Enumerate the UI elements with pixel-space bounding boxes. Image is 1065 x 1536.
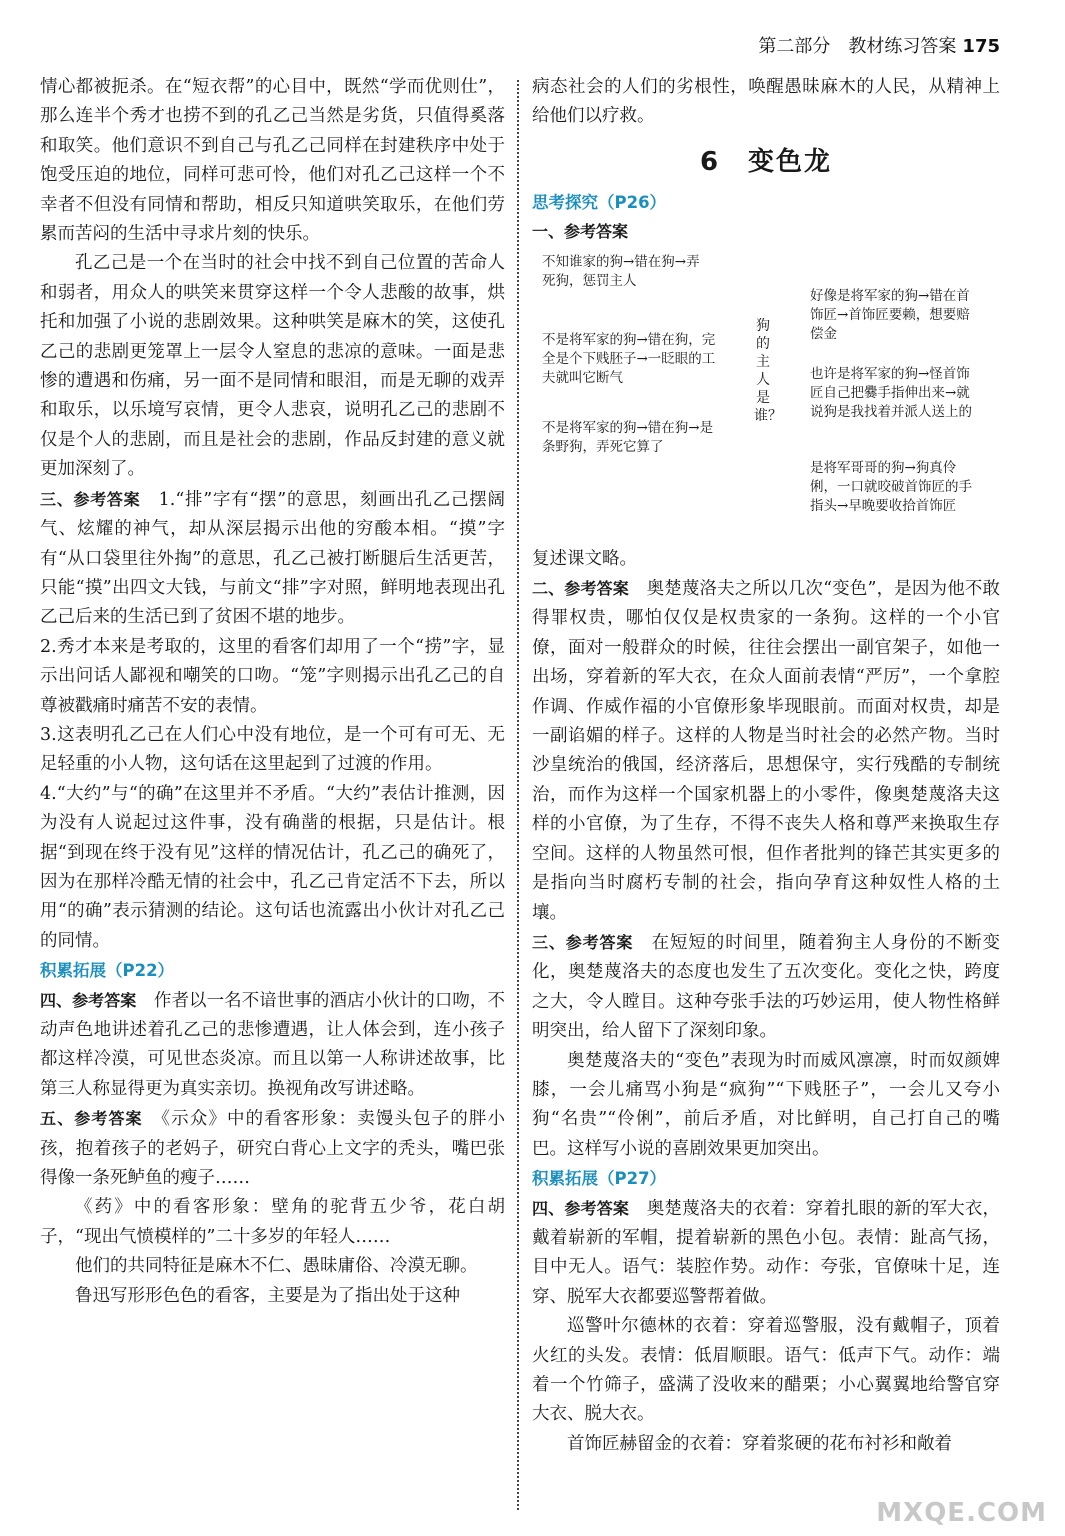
column-divider — [517, 80, 519, 1510]
header-title: 第二部分 教材练习答案 — [758, 36, 957, 57]
answer-label: 四、参考答案 — [40, 990, 137, 1010]
answer-5 — [40, 1104, 505, 1193]
diagram-left-1: 不知谁家的狗→错在狗→弄死狗，惩罚主人 — [542, 253, 700, 289]
paragraph: 他们的共同特征是麻木不仁、愚昧庸俗、冷漠无聊。 — [75, 1256, 478, 1277]
answer-label: 二、参考答案 — [532, 579, 629, 599]
answer-text: 奥楚蔑洛夫之所以几次“变色”，是因为他不敢得罪权贵，哪怕仅仅是权贵家的一条狗。这样的一个小官僚，面对一般群众的时候，往往会摆出一副官架子，如他一出场，穿着新的军大衣，在众人面前表情“严厉”，一个拿腔作调、作威作福的小官僚形象毕现眼前。而面对权贵，却是一副谄媚的样子。这样的人物是当时社会的必然产物。当时沙皇统治的俄国，经济落后，思想保守，实行残酷的专制统治，而作为这样一个国家机器上的小零件，像奥楚蔑洛夫这样的小官僚，为了生存，不得不丧失人格和尊严来换取生存空间。这样的人物虽然可恨，但作者批判的锋芒其实更多的是指向当时腐朽专制的社会，指向孕育这种奴性人格的土壤。 — [532, 579, 1000, 923]
answer-label: 四、参考答案 — [532, 1198, 630, 1218]
answer-3 — [532, 928, 1000, 1047]
paragraph: 巡警叶尔德林的衣着：穿着巡警服，没有戴帽子，顶着火红的头发。表情：低眉顺眼。语气：低声下气。动作：端着一个竹筛子，盛满了没收来的醋栗；小心翼翼地给警官穿大衣、脱大衣。 — [532, 1316, 1000, 1425]
paragraph: 复述课文略。 — [532, 548, 637, 569]
right-column — [532, 73, 1000, 1459]
diagram-left-3: 不是将军家的狗→错在狗→是条野狗，弄死它算了 — [542, 419, 714, 455]
answer-text: 1.“排”字有“摆”的意思，刻画出孔乙己摆阔气、炫耀的神气，却从深层揭示出他的穷酸本相。“摸”字有“从口袋里往外掏”的意思，孔乙己被打断腿后生活更苦，只能“摸”出四文大钱，与前文“排”字对照，鲜明地表现出孔乙己后来的生活已到了贫困不堪的地步。 — [40, 489, 505, 628]
answer-2 — [532, 574, 1000, 928]
dog-owner-diagram — [532, 247, 1000, 545]
answer-label: 一、参考答案 — [532, 222, 629, 242]
section-heading: 积累拓展（P22） — [40, 961, 175, 981]
paragraph: 病态社会的人们的劣根性，唤醒愚昧麻木的人民，从精神上给他们以疗救。 — [532, 77, 1000, 127]
answer-text: 作者以一名不谙世事的酒店小伙计的口吻，不动声色地讲述着孔乙己的悲惨遭遇，让人体会到，连小孩子都这样冷漠，可见世态炎凉。而且以第一人称讲述故事，比第三人称显得更为真实亲切。换视角改写讲述略。 — [40, 990, 505, 1099]
diagram-right-1: 好像是将军家的狗→错在首饰匠→首饰匠要赖，想要赔偿金 — [810, 287, 970, 342]
page-number: 175 — [962, 36, 1000, 57]
answer-item: 4.“大约”与“的确”在这里并不矛盾。“大约”表估计推测，因为没有人说起过这件事，没有确凿的根据，只是估计。根据“到现在终于没有见”这样的情况估计，孔乙己的确死了，因为在那样冷酷无情的社会中，孔乙己肯定活不下去，所以用“的确”表示猜测的结论。这句话也流露出小伙计对孔乙己的同情。 — [40, 783, 505, 951]
answer-4 — [40, 986, 505, 1105]
diagram-right-3: 是将军哥哥的狗→狗真伶俐，一口就咬破首饰匠的手指头→早晚要收拾首饰匠 — [810, 459, 972, 514]
paragraph: 鲁迅写形形色色的看客，主要是为了指出处于这种 — [75, 1285, 460, 1306]
answer-label: 三、参考答案 — [40, 489, 141, 509]
answer-label: 三、参考答案 — [532, 932, 634, 952]
answer-3 — [40, 485, 505, 633]
lesson-number: 6 — [699, 146, 721, 177]
answer-item: 2.秀才本来是考取的，这里的看客们却用了一个“捞”字，显示出问话人鄙视和嘲笑的口吻。“笼”字则揭示出孔乙己的自尊被戳痛时痛苦不安的表情。 — [40, 636, 505, 716]
answer-text: 《示众》中的看客形象：卖馒头包子的胖小孩，抱着孩子的老妈子，研究白背心上文字的秃头，嘴巴张得像一条死鲈鱼的瘦子…… — [40, 1109, 505, 1189]
answer-label: 五、参考答案 — [40, 1109, 143, 1129]
left-column — [40, 73, 505, 1311]
lesson-title — [532, 142, 1000, 182]
paragraph: 情心都被扼杀。在“短衣帮”的心目中，既然“学而优则仕”，那么连半个秀才也捞不到的孔乙己当然是劣货，只值得奚落和取笑。他们意识不到自己与孔乙己同样在封建秩序中处于饱受压迫的地位，同样可悲可怜，他们对孔乙己这样一个不幸者不但没有同情和帮助，相反只知道哄笑取乐，在他们劳累而苦闷的生活中寻求片刻的快乐。 — [40, 77, 505, 245]
answer-4 — [532, 1194, 1000, 1313]
page-header — [758, 32, 1000, 58]
answer-text: 在短短的时间里，随着狗主人身份的不断变化，奥楚蔑洛夫的态度也发生了五次变化。变化之快，跨度之大，令人瞠目。这种夸张手法的巧妙运用，使人物性格鲜明突出，给人留下了深刻印象。 — [532, 932, 1000, 1042]
paragraph: 首饰匠赫留金的衣着：穿着浆硬的花布衬衫和敞着 — [567, 1433, 952, 1454]
diagram-center-question: 狗的主人是谁？ — [754, 317, 782, 424]
watermark-logo: MXQE.COM — [876, 1498, 1047, 1528]
section-heading: 思考探究（P26） — [532, 192, 667, 212]
diagram-right-2: 也许是将军家的狗→怪首饰匠自己把爨手指伸出来→就说狗是我找着并派人送上的 — [810, 365, 972, 420]
diagram-left-2: 不是将军家的狗→错在狗，完全是个下贱胚子→一眨眼的工夫就叫它断气 — [542, 331, 716, 386]
section-heading: 积累拓展（P27） — [532, 1169, 667, 1189]
lesson-name: 变色龙 — [748, 146, 833, 177]
paragraph: 奥楚蔑洛夫的“变色”表现为时而威风凛凛，时而奴颜婢膝，一会儿痛骂小狗是“疯狗”“下贱胚子”，一会儿又夸小狗“名贵”“伶俐”，前后矛盾，对比鲜明，自己打自己的嘴巴。这样写小说的喜剧效果更加突出。 — [532, 1050, 1000, 1159]
paragraph: 孔乙己是一个在当时的社会中找不到自己位置的苦命人和弱者，用众人的哄笑来贯穿这样一个令人悲酸的故事，烘托和加强了小说的悲剧效果。这种哄笑是麻木的笑，这使孔乙己的悲剧更笼罩上一层令人窒息的悲凉的意味。一面是悲惨的遭遇和伤痛，另一面不是同情和眼泪，而是无聊的戏弄和取乐，以乐境写哀情，更令人悲哀，说明孔乙己的悲剧不仅是个人的悲剧，而且是社会的悲剧，作品反封建的意义就更加深刻了。 — [40, 253, 505, 480]
paragraph: 《药》中的看客形象：壁角的驼背五少爷，花白胡子，“现出气愤模样的”二十多岁的年轻人…… — [40, 1197, 505, 1247]
answer-text: 奥楚蔑洛夫的衣着：穿着扎眼的新的军大衣，戴着崭新的军帽，提着崭新的黑色小包。表情：趾高气扬，目中无人。语气：装腔作势。动作：夸张，官僚味十足，连穿、脱军大衣都要巡警帮着做。 — [532, 1198, 1001, 1307]
answer-item: 3.这表明孔乙己在人们心中没有地位，是一个可有可无、无足轻重的小人物，这句话在这里起到了过渡的作用。 — [40, 724, 505, 775]
